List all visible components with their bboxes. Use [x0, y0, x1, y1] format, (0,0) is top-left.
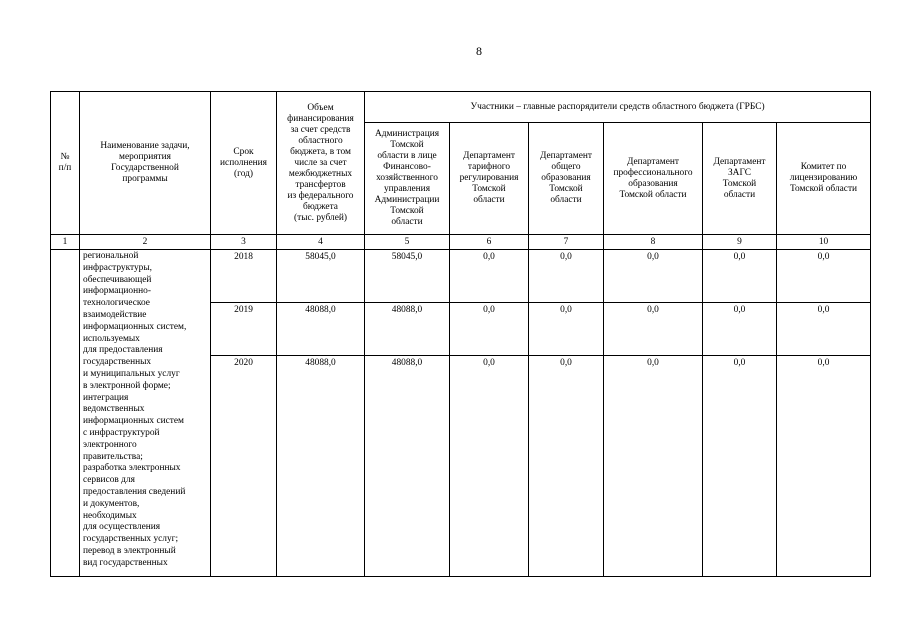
prof-edu-cell: 0,0 [604, 250, 703, 303]
page-number: 8 [476, 44, 482, 58]
header-participants-title: Участники – главные распорядители средств областного бюджета (ГРБС) [365, 92, 871, 123]
header-funding-volume: Объем финансирования за счет средств областного бюджета, в том числе за счет межбюджетных трансфертов из федерального бюджета (тыс. рублей) [277, 92, 365, 235]
budget-table [50, 91, 871, 577]
prof-edu-cell: 0,0 [604, 303, 703, 356]
column-numbers-row [51, 235, 871, 250]
year-cell: 2019 [211, 303, 277, 356]
header-participant-licensing: Комитет по лицензированию Томской области [777, 123, 871, 235]
task-description: региональной инфраструктуры, обеспечивающей информационно- технологическое взаимодействие информационных систем, используемых для предоставления государственных и муниципальных услуг в электронной форме; интеграция ведомственных информационных систем с инфраструктурой электронного правительства; разработка электронных сервисов для предоставления сведений и документов, необходимых для осуществления государственных услуг; перевод в электронный вид государственных [80, 250, 211, 577]
row-number-cell [51, 250, 80, 577]
header-participant-admin: Администрация Томской области в лице Финансово- хозяйственного управления Администрации Томской области [365, 123, 450, 235]
header-participant-zags: Департамент ЗАГС Томской области [703, 123, 777, 235]
zags-cell: 0,0 [703, 356, 777, 577]
column-number: 3 [211, 235, 277, 250]
licensing-cell: 0,0 [777, 250, 871, 303]
admin-cell: 48088,0 [365, 303, 450, 356]
admin-cell: 48088,0 [365, 356, 450, 577]
tariff-cell: 0,0 [450, 250, 529, 303]
column-number: 9 [703, 235, 777, 250]
licensing-cell: 0,0 [777, 303, 871, 356]
header-task-name: Наименование задачи, мероприятия Государственной программы [80, 92, 211, 235]
column-number: 1 [51, 235, 80, 250]
column-number: 6 [450, 235, 529, 250]
general-edu-cell: 0,0 [529, 250, 604, 303]
header-number: № п/п [51, 92, 80, 235]
table-row [51, 250, 871, 303]
prof-edu-cell: 0,0 [604, 356, 703, 577]
general-edu-cell: 0,0 [529, 303, 604, 356]
column-number: 10 [777, 235, 871, 250]
header-participant-general-edu: Департамент общего образования Томской области [529, 123, 604, 235]
general-edu-cell: 0,0 [529, 356, 604, 577]
admin-cell: 58045,0 [365, 250, 450, 303]
total-cell: 58045,0 [277, 250, 365, 303]
header-participant-tariff: Департамент тарифного регулирования Томской области [450, 123, 529, 235]
column-number: 5 [365, 235, 450, 250]
year-cell: 2020 [211, 356, 277, 577]
header-term: Срок исполнения (год) [211, 92, 277, 235]
column-number: 2 [80, 235, 211, 250]
licensing-cell: 0,0 [777, 356, 871, 577]
column-number: 8 [604, 235, 703, 250]
tariff-cell: 0,0 [450, 303, 529, 356]
total-cell: 48088,0 [277, 303, 365, 356]
zags-cell: 0,0 [703, 303, 777, 356]
tariff-cell: 0,0 [450, 356, 529, 577]
total-cell: 48088,0 [277, 356, 365, 577]
column-number: 4 [277, 235, 365, 250]
column-number: 7 [529, 235, 604, 250]
header-participant-prof-edu: Департамент профессионального образования Томской области [604, 123, 703, 235]
year-cell: 2018 [211, 250, 277, 303]
zags-cell: 0,0 [703, 250, 777, 303]
